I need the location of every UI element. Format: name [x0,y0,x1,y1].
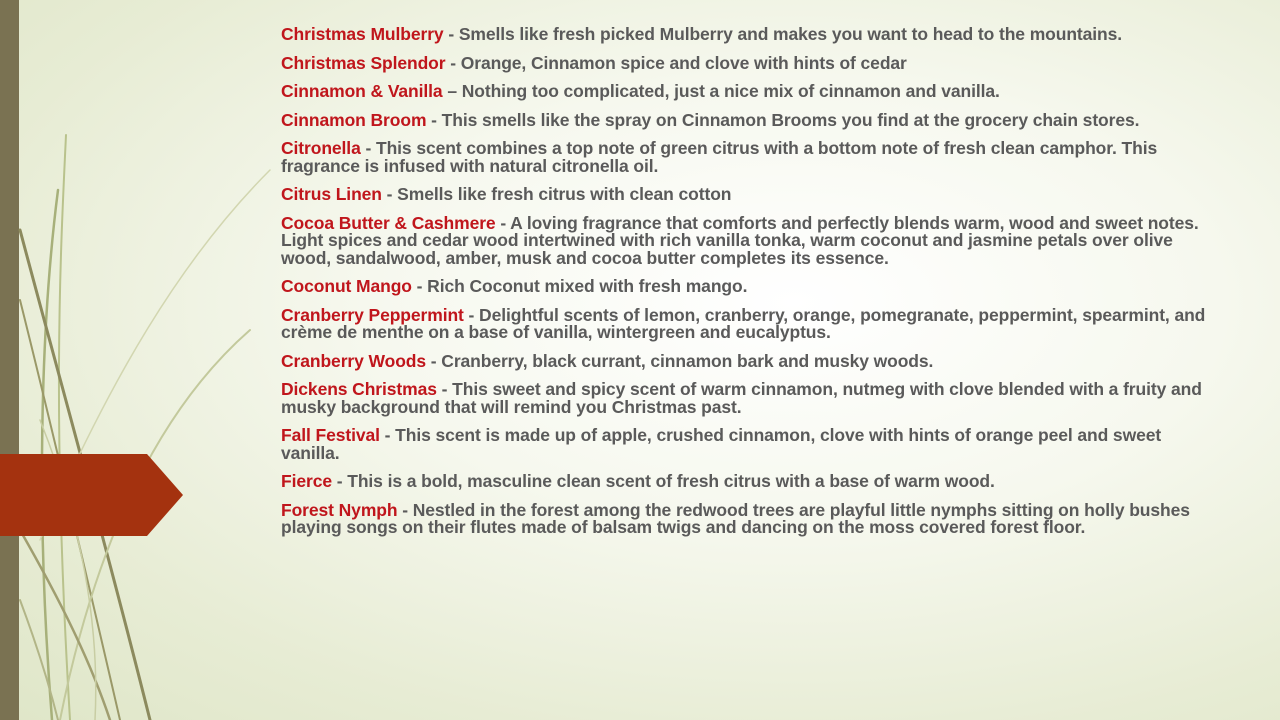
separator: - [436,379,453,399]
scent-description: Smells like fresh citrus with clean cotton [397,184,732,204]
list-item [281,473,1211,491]
scent-name: Christmas Mulberry [281,24,444,44]
scent-description: This is a bold, masculine clean scent of fresh citrus with a base of warm wood. [347,471,995,491]
scent-name: Cinnamon Broom [281,109,427,130]
list-item [281,26,1211,44]
list-item [281,186,1211,204]
separator: - [360,138,376,158]
grass-decoration [0,0,300,720]
separator: - [463,304,480,325]
scent-description: Rich Coconut mixed with fresh mango. [427,276,748,296]
scent-name: Cinnamon & Vanilla [281,81,443,101]
list-item [281,304,1211,342]
separator: - [411,276,428,296]
list-item [281,212,1211,268]
separator: - [426,350,442,371]
scent-description: Smells like fresh picked Mulberry and makes you want to head to the mountains. [458,24,1123,44]
separator: - [397,499,413,520]
scent-description: This smells like the spray on Cinnamon Brooms you find at the grocery chain stores. [441,109,1140,130]
scent-name: Coconut Mango [281,276,412,296]
list-item [281,52,1211,73]
list-item [281,83,1211,101]
scent-name: Cranberry Peppermint [281,304,464,325]
separator: - [379,425,396,445]
grass-blade [20,600,58,720]
scent-list [281,26,1211,548]
separator: - [381,184,398,204]
scent-description: This scent combines a top note of green citrus with a bottom note of fresh clean camphor. This fragrance is infused with natural citronella oil. [281,138,1158,176]
separator: - [445,52,461,73]
scent-description: This scent is made up of apple, crushed cinnamon, clove with hints of orange peel and sweet vanilla. [281,425,1162,463]
list-item [281,350,1211,371]
arrow-tab [0,454,183,536]
scent-description: Cranberry, black currant, cinnamon bark and musky woods. [441,350,934,371]
scent-name: Christmas Splendor [281,52,446,73]
list-item [281,140,1211,175]
scent-description: Orange, Cinnamon spice and clove with hints of cedar [460,52,907,73]
scent-description: A loving fragrance that comforts and perfectly blends warm, wood and sweet notes. Light spices and cedar wood intertwined with rich vanilla tonka, warm coconut and jasmine petals over olive wood, sandalwood, amber, musk and cocoa butter completes its essence. [281,212,1199,268]
scent-name: Fall Festival [281,425,380,445]
separator: - [495,212,511,233]
grass-blade [59,135,70,720]
list-item [281,427,1211,462]
scent-name: Fierce [281,471,332,491]
list-item [281,278,1211,296]
scent-description: Delightful scents of lemon, cranberry, orange, pomegranate, peppermint, spearmint, and crème de menthe on a base of vanilla, wintergreen and eucalyptus. [281,304,1206,342]
separator: – [442,81,462,101]
separator: - [331,471,348,491]
scent-description: Nestled in the forest among the redwood trees are playful little nymphs sitting on holly bushes playing songs on their flutes made of balsam twigs and dancing on the moss covered forest floor. [281,499,1190,537]
scent-name: Citrus Linen [281,184,382,204]
separator: - [426,109,442,130]
scent-name: Dickens Christmas [281,379,437,399]
separator: - [443,24,459,44]
list-item [281,109,1211,130]
scent-name: Cranberry Woods [281,350,427,371]
list-item [281,499,1211,537]
scent-description: This sweet and spicy scent of warm cinnamon, nutmeg with clove blended with a fruity and musky background that will remind you Christmas past. [281,379,1202,417]
scent-description: Nothing too complicated, just a nice mix of cinnamon and vanilla. [461,81,1000,101]
scent-name: Forest Nymph [281,499,398,520]
list-item [281,381,1211,416]
scent-name: Citronella [281,138,361,158]
scent-name: Cocoa Butter & Cashmere [281,212,496,233]
